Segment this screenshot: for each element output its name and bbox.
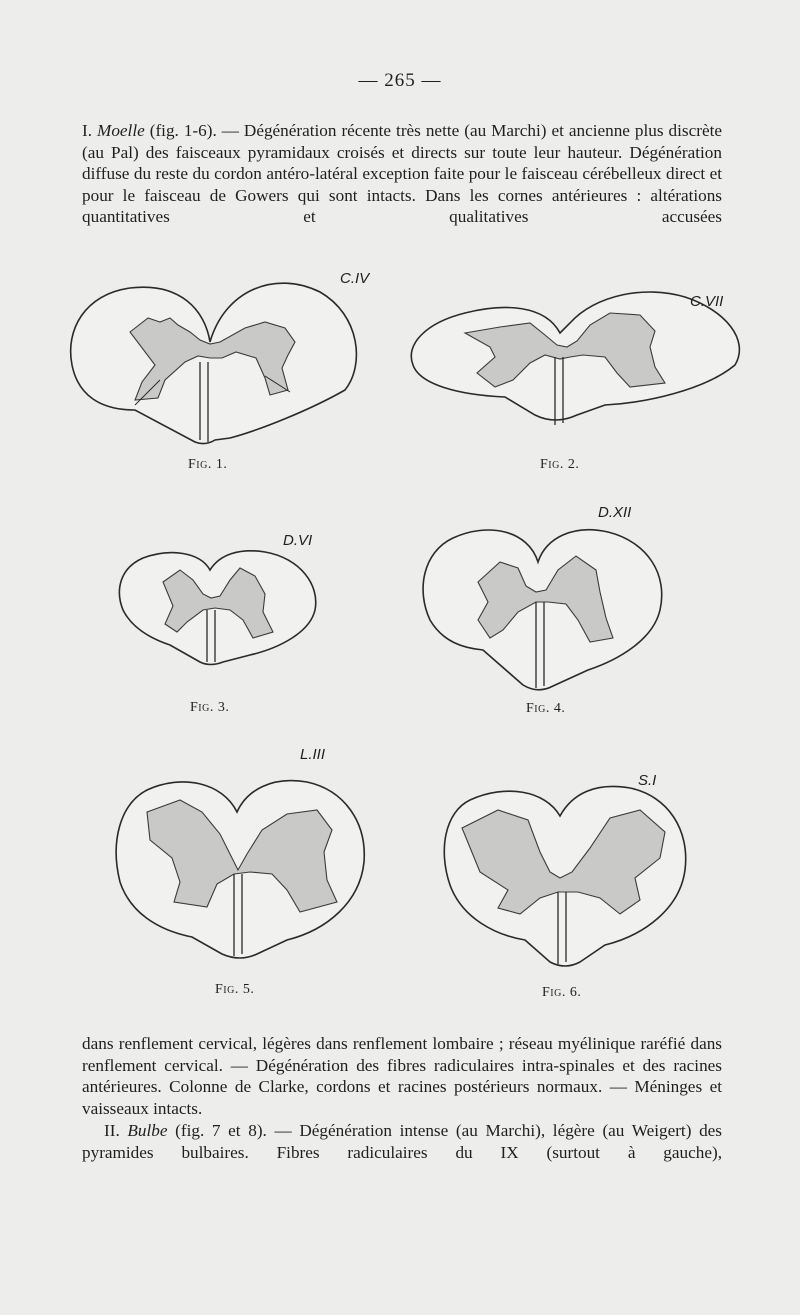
- figure-3: [115, 532, 325, 670]
- level-label-6: S.I: [638, 772, 657, 789]
- figure-1: [60, 270, 370, 450]
- figure-caption-4: Fig. 4.: [526, 701, 566, 716]
- paragraph-moelle-continued: dans renflement cervical, légères dans renflement lombaire ; réseau myélinique raréfié dans renflement cervical. — Dégénération des fibres radiculaires intra-spinales et des racines antérieures. Colonne de Clarke, cordons et racines postérieurs normaux. — Méninges et vaisseaux intacts.: [82, 1034, 722, 1118]
- paragraph-bulbe: [82, 1120, 722, 1163]
- paragraph-bulbe-text: (fig. 7 et 8). — Dégénération intense (au Marchi), légère (au Weigert) des pyramides bulbaires. Fibres radiculaires du IX (surtout à gauche),: [82, 1121, 722, 1162]
- level-label-5: L.III: [300, 746, 326, 763]
- figure-caption-6: Fig. 6.: [542, 985, 582, 1000]
- level-label-4: D.XII: [598, 504, 632, 521]
- paragraph-moelle-text: (fig. 1-6). — Dégénération récente très nette (au Marchi) et ancienne plus discrète (au Pal) des faisceaux pyramidaux croisés et directs sur toute leur hauteur. Dégénération diffuse du reste du cordon antéro-latéral exception faite pour le faisceau cérébelleux direct et pour le faisceau de Gowers qui sont intacts. Dans les cornes antérieures : altérations quantitatives et qualitatives accusées: [82, 121, 722, 226]
- spinal-section-drawing-4: [418, 520, 668, 695]
- level-label-3: D.VI: [283, 532, 313, 549]
- spinal-section-drawing-5: [112, 772, 372, 962]
- figure-6: [440, 772, 690, 970]
- figure-5: [112, 746, 372, 962]
- figure-caption-5: Fig. 5.: [215, 982, 255, 997]
- level-label-1: C.IV: [340, 270, 370, 287]
- section-title-moelle: Moelle: [97, 121, 145, 140]
- spinal-section-drawing-6: [440, 780, 690, 970]
- paragraph-moelle: [82, 120, 722, 228]
- page-number: — 265 —: [358, 70, 442, 91]
- section-lead-2: II.: [104, 1121, 128, 1140]
- level-label-2: C.VII: [690, 293, 724, 310]
- section-lead: I.: [82, 121, 98, 140]
- spinal-section-drawing-1: [60, 270, 370, 450]
- section-title-bulbe: Bulbe: [127, 1121, 168, 1140]
- spinal-section-drawing-3: [115, 540, 325, 670]
- figure-caption-2: Fig. 2.: [540, 457, 580, 472]
- figure-caption-1: Fig. 1.: [188, 457, 228, 472]
- figure-caption-3: Fig. 3.: [190, 700, 230, 715]
- figure-2: [405, 285, 745, 430]
- figure-4: [418, 504, 668, 695]
